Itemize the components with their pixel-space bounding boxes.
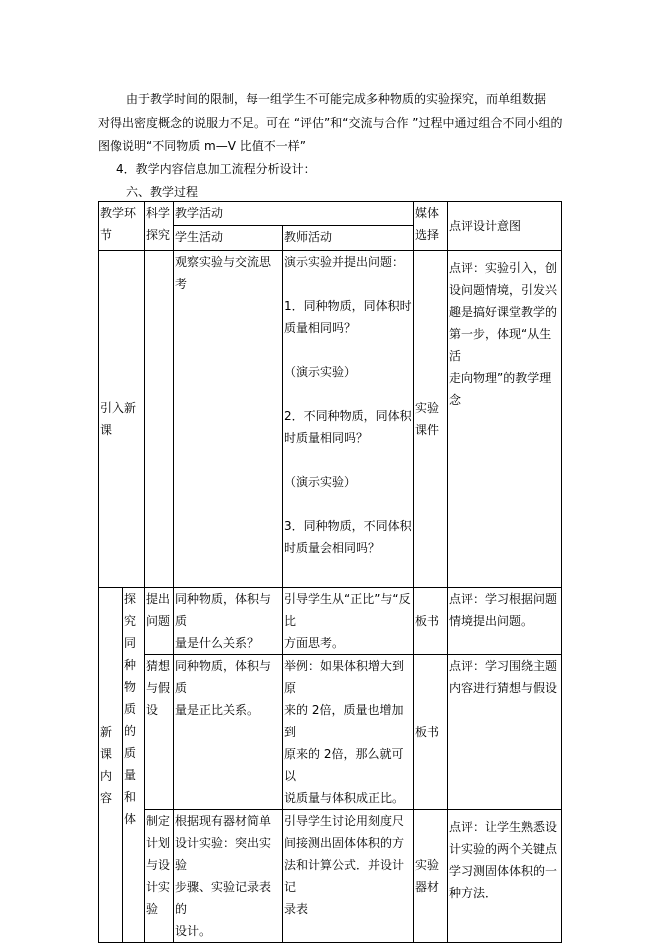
row1-comment: 点评：学习根据问题 情境提出问题。: [448, 588, 562, 655]
intro-student: 观察实验与交流思 考: [174, 251, 283, 588]
header-science: 科学 探究: [145, 202, 174, 251]
row3-science: 制定 计划 与设 计实 验: [145, 810, 174, 943]
new-lesson-stage: 新 课 内 容: [99, 588, 123, 943]
paragraph-2: 对得出密度概念的说服力不足。可在 “评估”和“交流与合作 ”过程中通过组合不同小组的: [98, 116, 563, 130]
header-teacher: 教师活动: [283, 226, 414, 251]
header-student: 学生活动: [174, 226, 283, 251]
teaching-process-table: [98, 201, 562, 943]
row3-teacher: 引导学生讨论用刻度尺 间接测出固体体积的方 法和计算公式．并设计记 录表: [283, 810, 414, 943]
row2-comment: 点评：学习围绕主题 内容进行猜想与假设: [448, 655, 562, 810]
row2-media: 板书: [414, 655, 448, 810]
row1-media: 板书: [414, 588, 448, 655]
row2-teacher: 举例：如果体积增大到原 来的 2倍，质量也增加到 原来的 2倍，那么就可以 说质量与体积成正比。: [283, 655, 414, 810]
new-lesson-sub: 探 究 同 种 物 质 的 质 量 和 体: [123, 588, 145, 943]
header-activity: 教学活动: [174, 202, 414, 226]
intro-comment: 点评：实验引入，创 设问题情境，引发兴 趣是搞好课堂教学的 第一步，体现“从生活 走向物理”的教学理 念: [448, 251, 562, 588]
paragraph-1: 由于教学时间的限制，每一组学生不可能完成多种物质的实验探究，而单组数据: [126, 92, 547, 106]
intro-stage: 引入新 课: [99, 251, 145, 588]
paragraph-4: 4．教学内容信息加工流程分析设计：: [116, 162, 316, 176]
intro-media: 实验 课件: [414, 251, 448, 588]
row1-student: 同种物质，体积与质 量是什么关系？: [174, 588, 283, 655]
row2-student: 同种物质，体积与质 量是正比关系。: [174, 655, 283, 810]
intro-teacher: 演示实验并提出问题： 1．同种物质，同体积时 质量相同吗？ （演示实验） 2．不同种物质，同体积 时质量相同吗？ （演示实验） 3．同种物质，不同体积 时质量会相同吗？: [283, 251, 414, 588]
row3-student: 根据现有器材简单 设计实验：突出实验 步骤、实验记录表的 设计。: [174, 810, 283, 943]
row3-media: 实验 器材: [414, 810, 448, 943]
row3-comment: 点评：让学生熟悉设 计实验的两个关键点 学习测固体体积的一 种方法．: [448, 810, 562, 943]
header-stage: 教学环 节: [99, 202, 145, 251]
row1-teacher: 引导学生从“正比”与“反比 方面思考。: [283, 588, 414, 655]
row2-science: 猜想 与假 设: [145, 655, 174, 810]
intro-science: [145, 251, 174, 588]
row1-science: 提出 问题: [145, 588, 174, 655]
section-heading: 六、教学过程: [126, 185, 199, 199]
header-media: 媒体 选择: [414, 202, 448, 251]
paragraph-3: 图像说明“不同物质 m—V 比值不一样”: [98, 139, 306, 153]
header-comment: 点评设计意图: [448, 202, 562, 251]
